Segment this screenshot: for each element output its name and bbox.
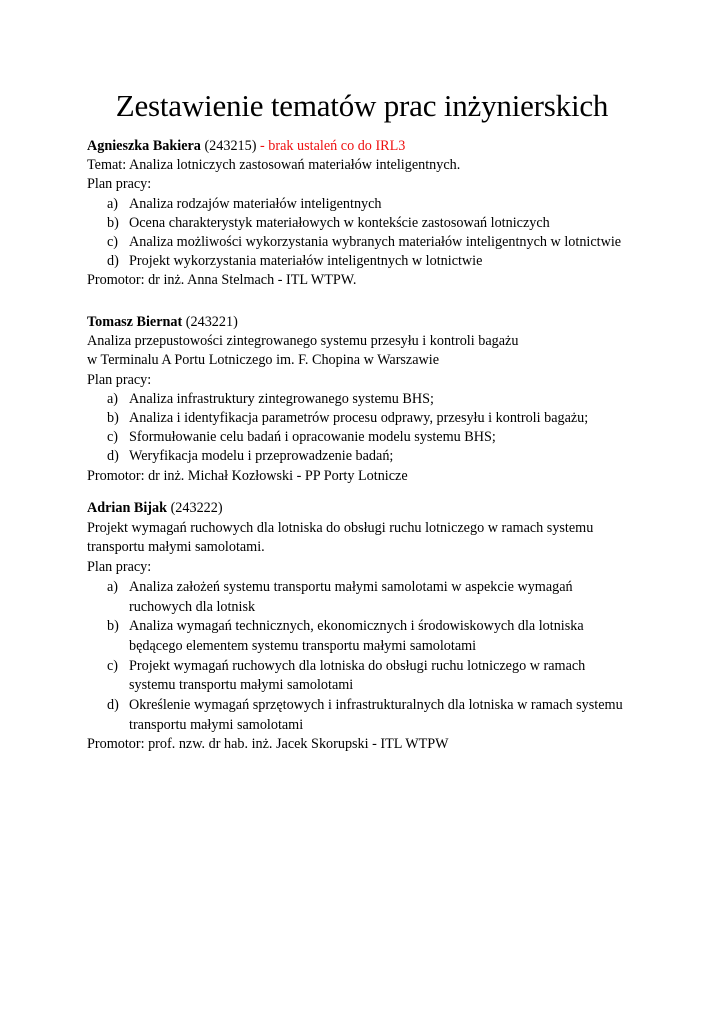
- plan-item-marker: a): [107, 390, 119, 407]
- topic-line: transportu małymi samolotami.: [87, 539, 265, 556]
- plan-item-text-continued: będącego elementem systemu transportu małymi samolotami: [129, 637, 477, 654]
- student-id: (243215): [204, 138, 257, 154]
- plan-list: [87, 578, 687, 736]
- plan-item-marker: b): [107, 410, 119, 427]
- student-line: [87, 313, 687, 332]
- plan-item-text: Sformułowanie celu badań i opracowanie modelu systemu BHS;: [129, 429, 496, 446]
- topic-line: w Terminalu A Portu Lotniczego im. F. Chopina w Warszawie: [87, 352, 440, 369]
- plan-item-text: Analiza i identyfikacja parametrów procesu odprawy, przesyłu i kontroli bagażu;: [129, 410, 589, 427]
- topic-line: Analiza przepustowości zintegrowanego systemu przesyłu i kontroli bagażu: [87, 333, 519, 350]
- promotor-line: Promotor: dr inż. Michał Kozłowski - PP Porty Lotnicze: [87, 467, 408, 484]
- topic-line: Projekt wymagań ruchowych dla lotniska do obsługi ruchu lotniczego w ramach systemu: [87, 519, 594, 536]
- plan-label: Plan pracy:: [87, 559, 152, 576]
- student-id: (243221): [185, 314, 238, 330]
- plan-item-marker: c): [107, 429, 119, 446]
- plan-item-text: Projekt wymagań ruchowych dla lotniska do obsługi ruchu lotniczego w ramach: [129, 657, 586, 674]
- plan-item: [87, 233, 687, 252]
- plan-list: [87, 390, 687, 467]
- status-note: - brak ustaleń co do IRL3: [256, 138, 406, 154]
- plan-item: [87, 214, 687, 233]
- plan-item: [87, 390, 687, 409]
- student-name: Adrian Bijak: [87, 500, 168, 516]
- plan-item: [87, 428, 687, 447]
- thesis-entry-biernat: [87, 313, 687, 486]
- plan-item-text-continued: systemu transportu małymi samolotami: [129, 677, 354, 694]
- promotor-line: Promotor: prof. nzw. dr hab. inż. Jacek Skorupski - ITL WTPW: [87, 736, 449, 753]
- student-line: [87, 499, 687, 519]
- plan-item-text: Analiza rodzajów materiałów inteligentnych: [129, 195, 382, 212]
- plan-item-marker: c): [107, 657, 119, 674]
- plan-item: [87, 617, 687, 656]
- plan-item: [87, 578, 687, 617]
- thesis-entry-bakiera: [87, 137, 687, 291]
- plan-item-text: Analiza wymagań technicznych, ekonomicznych i środowiskowych dla lotniska: [129, 618, 584, 635]
- plan-item-marker: b): [107, 618, 119, 635]
- thesis-entry-bijak: [87, 499, 687, 755]
- plan-item-text: Analiza możliwości wykorzystania wybranych materiałów inteligentnych w lotnictwie: [129, 234, 622, 251]
- plan-item-text: Analiza założeń systemu transportu małymi samolotami w aspekcie wymagań: [129, 578, 573, 595]
- plan-item: [87, 696, 687, 735]
- plan-item: [87, 447, 687, 466]
- plan-item-text: Określenie wymagań sprzętowych i infrastrukturalnych dla lotniska w ramach systemu: [129, 697, 623, 714]
- student-name: Tomasz Biernat: [87, 314, 183, 330]
- student-line: [87, 137, 687, 156]
- plan-item-text: Analiza infrastruktury zintegrowanego systemu BHS;: [129, 390, 434, 407]
- plan-list: [87, 195, 687, 272]
- plan-item-text-continued: ruchowych dla lotnisk: [129, 598, 256, 615]
- plan-label: Plan pracy:: [87, 176, 152, 193]
- plan-item: [87, 409, 687, 428]
- plan-label: Plan pracy:: [87, 371, 152, 388]
- student-id: (243222): [170, 500, 223, 516]
- plan-item-text-continued: transportu małymi samolotami: [129, 716, 304, 733]
- plan-item-text: Weryfikacja modelu i przeprowadzenie badań;: [129, 448, 394, 465]
- plan-item-marker: d): [107, 448, 119, 465]
- plan-item-marker: d): [107, 253, 119, 270]
- student-name: Agnieszka Bakiera: [87, 138, 201, 154]
- plan-item: [87, 252, 687, 271]
- plan-item: [87, 195, 687, 214]
- plan-item-marker: c): [107, 234, 119, 251]
- plan-item-text: Projekt wykorzystania materiałów inteligentnych w lotnictwie: [129, 253, 483, 270]
- plan-item-marker: b): [107, 214, 119, 231]
- plan-item-marker: d): [107, 697, 119, 714]
- promotor-line: Promotor: dr inż. Anna Stelmach - ITL WTPW.: [87, 272, 357, 289]
- plan-item-marker: a): [107, 578, 119, 595]
- document-title: Zestawienie tematów prac inżynierskich: [115, 88, 609, 123]
- plan-item: [87, 657, 687, 696]
- plan-item-text: Ocena charakterystyk materiałowych w kontekście zastosowań lotniczych: [129, 214, 550, 231]
- plan-item-marker: a): [107, 195, 119, 212]
- topic-line: Temat: Analiza lotniczych zastosowań materiałów inteligentnych.: [87, 157, 461, 174]
